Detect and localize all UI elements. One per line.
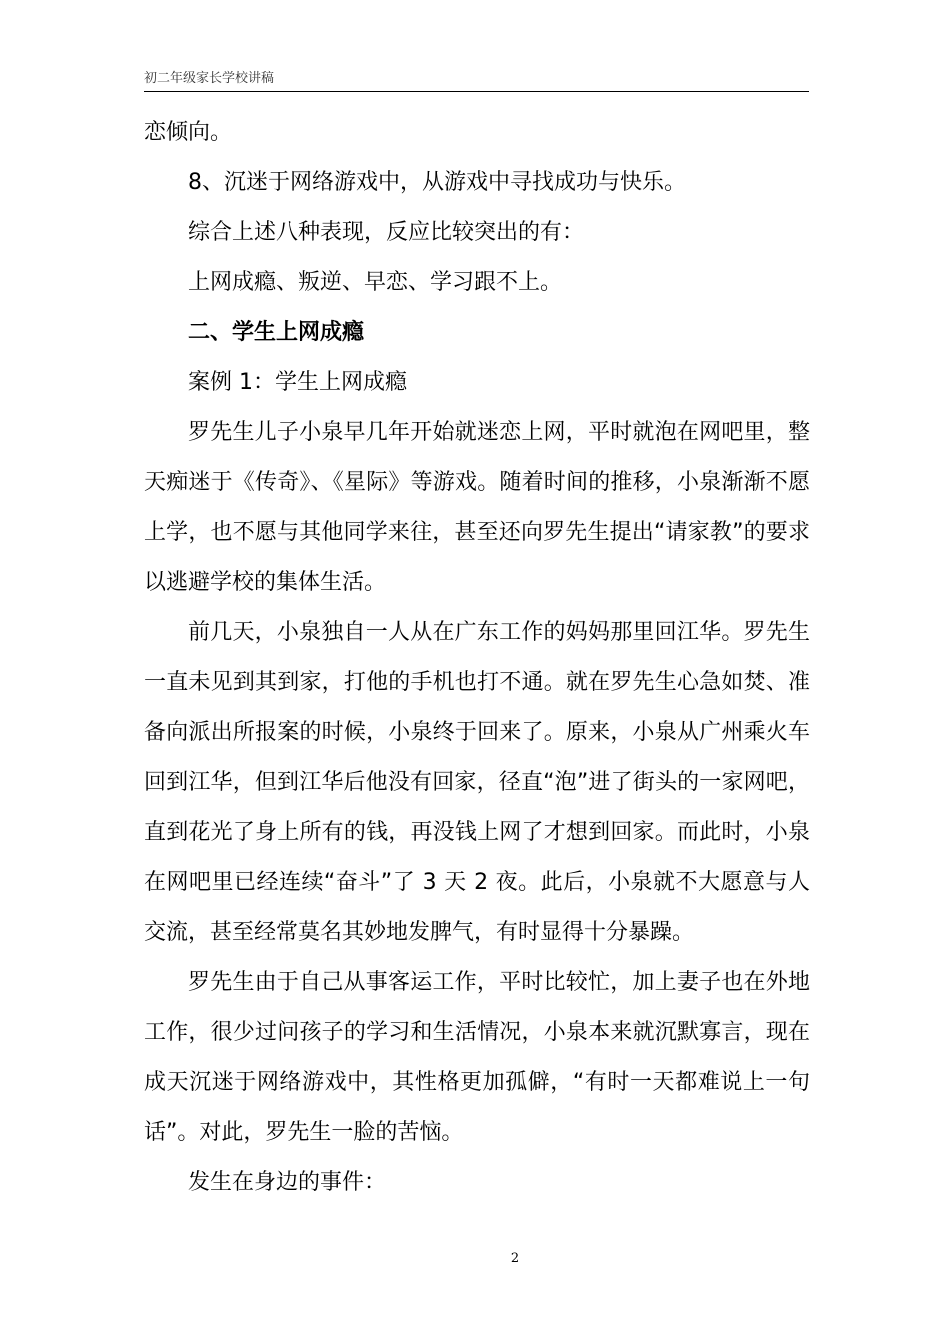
summary-list: 上网成瘾、叛逆、早恋、学习跟不上。 xyxy=(188,270,563,295)
document-body xyxy=(144,108,810,1208)
list-item-8: 8、沉迷于网络游戏中，从游戏中寻找成功与快乐。 xyxy=(188,170,686,195)
paragraph-continuation: 恋倾向。 xyxy=(144,120,233,145)
page-header xyxy=(144,70,809,92)
case-title: 案例 1：学生上网成瘾 xyxy=(188,370,407,395)
summary-paragraph: 综合上述八种表现，反应比较突出的有： xyxy=(188,220,585,245)
page-number: 2 xyxy=(510,1251,520,1266)
section-heading: 二、学生上网成瘾 xyxy=(188,320,365,345)
case-paragraph-2: 前几天，小泉独自一人从在广东工作的妈妈那里回江华。罗先生一直未见到其到家，打他的手机也打不通。就在罗先生心急如焚、准备向派出所报案的时候，小泉终于回来了。原来，小泉从广州乘火车回到江华，但到江华后他没有回家，径直“泡”进了街头的一家网吧，直到花光了身上所有的钱，再没钱上网了才想到回家。而此时，小泉在网吧里已经连续“奋斗”了 3 天 2 夜。此后，小泉就不大愿意与人交流，甚至经常莫名其妙地发脾气，有时显得十分暴躁。 xyxy=(144,620,810,945)
header-title: 初二年级家长学校讲稿 xyxy=(144,71,275,86)
case-paragraph-1: 罗先生儿子小泉早几年开始就迷恋上网，平时就泡在网吧里，整天痴迷于《传奇》、《星际》等游戏。随着时间的推移，小泉渐渐不愿上学，也不愿与其他同学来往，甚至还向罗先生提出“请家教”的要求以逃避学校的集体生活。 xyxy=(144,420,810,595)
events-intro: 发生在身边的事件： xyxy=(188,1170,387,1195)
case-paragraph-3: 罗先生由于自己从事客运工作，平时比较忙，加上妻子也在外地工作，很少过问孩子的学习和生活情况，小泉本来就沉默寡言，现在成天沉迷于网络游戏中，其性格更加孤僻，“有时一天都难说上一句话”。对此，罗先生一脸的苦恼。 xyxy=(144,970,810,1145)
